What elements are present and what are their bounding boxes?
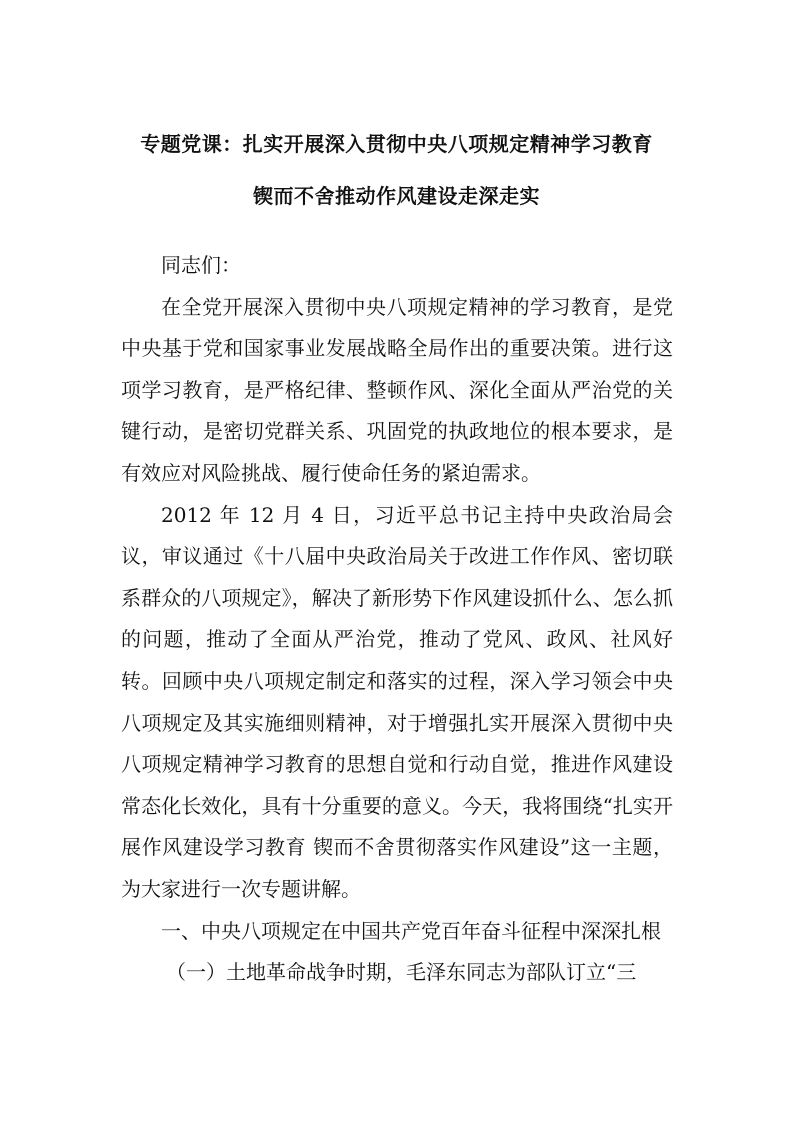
body-paragraph-2: 2012 年 12 月 4 日，习近平总书记主持中央政治局会议，审议通过《十八届中央政治局关于改进工作作风、密切联系群众的八项规定》，解决了新形势下作风建设抓什么、怎么抓的问题，推动了全面从严治党，推动了党风、政风、社风好转。回顾中央八项规定制定和落实的过程，深入学习领会中央八项规定及其实施细则精神，对于增强扎实开展深入贯彻中央八项规定精神学习教育的思想自觉和行动自觉，推进作风建设常态化长效化，具有十分重要的意义。今天，我将围绕“扎实开展作风建设学习教育 锲而不舍贯彻落实作风建设”这一主题，为大家进行一次专题讲解。: [121, 502, 673, 901]
document-title-line-2: 锲而不舍推动作风建设走深走实: [253, 184, 540, 208]
document-title-line-1: 专题党课：扎实开展深入贯彻中央八项规定精神学习教育: [140, 132, 653, 156]
document-body: [121, 245, 673, 994]
body-paragraph-1: 在全党开展深入贯彻中央八项规定精神的学习教育，是党中央基于党和国家事业发展战略全局作出的重要决策。进行这项学习教育，是严格纪律、整顿作风、深化全面从严治党的关键行动，是密切党群关系、巩固党的执政地位的根本要求，是有效应对风险挑战、履行使命任务的紧迫需求。: [121, 294, 673, 485]
salutation: 同志们：: [161, 253, 241, 277]
section-heading: 一、中央八项规定在中国共产党百年奋斗征程中深深扎根: [161, 918, 661, 943]
subsection-heading: （一）土地革命战争时期，毛泽东同志为部队订立“三: [166, 960, 637, 985]
